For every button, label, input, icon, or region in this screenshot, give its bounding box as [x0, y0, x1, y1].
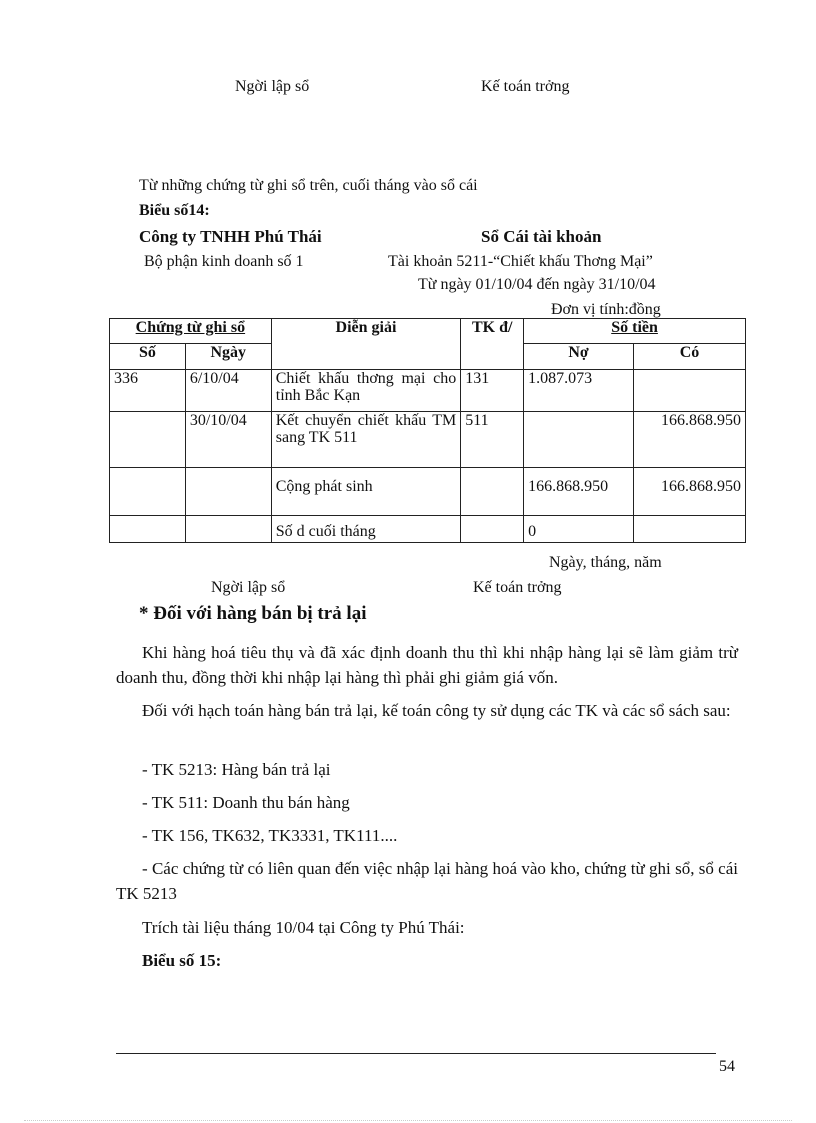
cell-number [110, 516, 186, 543]
header-voucher: Chứng từ ghi sổ [110, 319, 272, 344]
cell-credit [634, 516, 746, 543]
form-label-15: Biểu số 15: [142, 951, 222, 970]
cell-debit: 166.868.950 [524, 468, 634, 516]
paragraph: Khi hàng hoá tiêu thụ và đã xác định doanh thu thì khi nhập hàng lại sẽ làm giảm trừ doanh thu, đồng thời khi nhập lại hàng thì phải ghi giảm giá vốn. [116, 643, 738, 687]
table-row [110, 412, 746, 468]
cell-debit [524, 412, 634, 468]
cell-number [110, 468, 186, 516]
page-bottom-dotted-rule [24, 1120, 792, 1121]
cell-date [185, 468, 271, 516]
cell-description: Kết chuyển chiết khấu TM sang TK 511 [271, 412, 461, 468]
cell-debit: 1.087.073 [524, 370, 634, 412]
cell-debit: 0 [524, 516, 634, 543]
preparer-label-top: Ngời lập sổ [235, 78, 310, 95]
department-name: Bộ phận kinh doanh số 1 [144, 253, 304, 270]
cell-description: Cộng phát sinh [271, 468, 461, 516]
cell-account [461, 468, 524, 516]
cell-number: 336 [110, 370, 186, 412]
table-row [110, 516, 746, 543]
cell-credit [634, 370, 746, 412]
header-date: Ngày [185, 344, 271, 370]
header-number: Số [110, 344, 186, 370]
cell-number [110, 412, 186, 468]
date-line: Ngày, tháng, năm [549, 554, 662, 571]
list-item: - TK 511: Doanh thu bán hàng [142, 793, 350, 812]
header-credit: Có [634, 344, 746, 370]
page-number: 54 [719, 1058, 735, 1075]
company-name: Công ty TNHH Phú Thái [139, 227, 322, 246]
chief-accountant-label-bottom: Kế toán trởng [473, 579, 562, 596]
list-item: - TK 5213: Hàng bán trả lại [142, 760, 331, 779]
intro-text: Từ những chứng từ ghi sổ trên, cuối tháng vào sổ cái [139, 177, 478, 194]
cell-date [185, 516, 271, 543]
header-account: TK đ/ [461, 319, 524, 370]
header-amount: Số tiền [524, 319, 746, 344]
form-label-14: Biểu số14: [139, 202, 210, 219]
account-name: Tài khoản 5211-“Chiết khấu Thơng Mại” [388, 253, 653, 270]
list-item: - Các chứng từ có liên quan đến việc nhập lại hàng hoá vào kho, chứng từ ghi sổ, sổ cái TK 5213 [116, 859, 738, 903]
cell-account: 131 [461, 370, 524, 412]
list-item: - TK 156, TK632, TK3331, TK111.... [142, 826, 398, 845]
chief-accountant-label-top: Kế toán trởng [481, 78, 570, 95]
table-row [110, 468, 746, 516]
extract-note: Trích tài liệu tháng 10/04 tại Công ty Phú Thái: [142, 918, 465, 937]
cell-account: 511 [461, 412, 524, 468]
table-row [110, 370, 746, 412]
cell-description: Số d cuối tháng [271, 516, 461, 543]
paragraph: Đối với hạch toán hàng bán trả lại, kế toán công ty sử dụng các TK và các sổ sách sau: [142, 701, 731, 720]
cell-credit: 166.868.950 [634, 412, 746, 468]
ledger-title: Sổ Cái tài khoản [481, 227, 602, 246]
cell-credit: 166.868.950 [634, 468, 746, 516]
cell-account [461, 516, 524, 543]
section-heading: * Đối với hàng bán bị trả lại [139, 603, 367, 624]
header-debit: Nợ [524, 344, 634, 370]
cell-description: Chiết khấu thơng mại cho tỉnh Bắc Kạn [271, 370, 461, 412]
ledger-table [109, 318, 746, 543]
cell-date: 6/10/04 [185, 370, 271, 412]
header-description: Diễn giải [271, 319, 461, 370]
preparer-label-bottom: Ngời lập sổ [211, 579, 286, 596]
footer-rule [116, 1053, 716, 1054]
period-range: Từ ngày 01/10/04 đến ngày 31/10/04 [418, 276, 656, 293]
unit-label: Đơn vị tính:đồng [551, 301, 661, 318]
cell-date: 30/10/04 [185, 412, 271, 468]
